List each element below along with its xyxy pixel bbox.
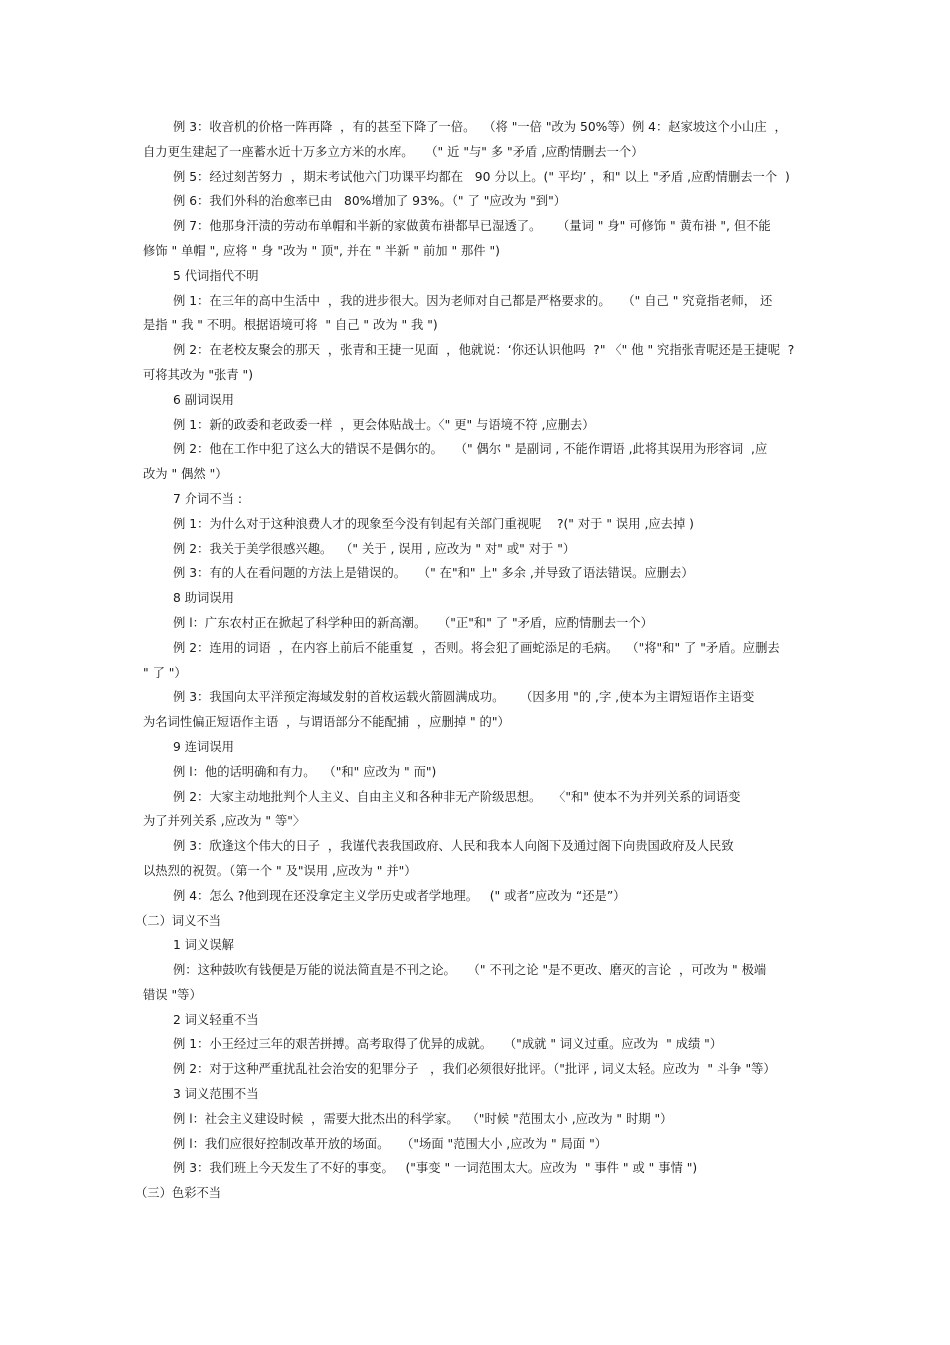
text-line: " 了 "） xyxy=(143,665,187,680)
text-line: 例 2：大家主动地批判个人主义、自由主义和各种非无产阶级思想。 〈"和" 使本不为并列关系的词语变 xyxy=(173,789,741,804)
text-line: 1 词义误解 xyxy=(173,938,234,953)
text-line: 自力更生建起了一座蓄水近十万多立方米的水库。 （" 近 "与" 多 "矛盾 ,应酌情删去一个） xyxy=(143,144,644,159)
text-line: 例 1：新的政委和老政委一样 ，更会体贴战士。〈" 更" 与语境不符 ,应删去） xyxy=(173,417,595,432)
text-line: 2 词义轻重不当 xyxy=(173,1012,259,1027)
text-line: 为了并列关系 ,应改为 " 等"〉 xyxy=(143,814,306,829)
text-line: 修饰 " 单帽 ", 应将 " 身 "改为 " 顶", 并在 " 半新 " 前加 " 那件 ") xyxy=(143,243,500,258)
text-line: 7 介词不当 : xyxy=(173,491,242,506)
text-line: 例 l：社会主义建设时候 ，需要大批杰出的科学家。 （"时候 "范围太小 ,应改为 " 时期 "） xyxy=(173,1111,673,1126)
text-line: 例 l：他的话明确和有力。 （"和" 应改为 " 而") xyxy=(173,764,437,779)
text-line: 例 2：对于这种严重扰乱社会治安的犯罪分子 ，我们必须很好批评。（"批评 , 词义太轻。应改为 " 斗争 "等） xyxy=(173,1062,776,1077)
text-line: 例 3：我国向太平洋预定海域发射的首枚运载火箭圆满成功。 （因多用 "的 ,字 ,使本为主谓短语作主语变 xyxy=(173,690,755,705)
text-line: 3 词义范围不当 xyxy=(173,1087,259,1102)
text-line: 例 1：在三年的高中生活中 ，我的进步很大。因为老师对自己都是严格要求的。 （" 自己 " 究竟指老师， 还 xyxy=(173,293,773,308)
text-line: 8 助词误用 xyxy=(173,591,234,606)
text-line: （二）词义不当 xyxy=(135,913,222,928)
text-line: 例 3：有的人在看问题的方法上是错误的。 （" 在"和" 上" 多余 ,并导致了语法错误。应删去） xyxy=(173,566,694,581)
text-line: 例 l：广东农村正在掀起了科学种田的新高潮。 （"正"和" 了 "矛盾，应酌情删去一个） xyxy=(173,615,653,630)
text-line: 例 2：连用的词语 ，在内容上前后不能重复 ，否则。将会犯了画蛇添足的毛病。 （"将"和" 了 "矛盾。应删去 xyxy=(173,640,780,655)
text-line: 例 3：欣逢这个伟大的日子 ，我谨代表我国政府、人民和我本人向阁下及通过阁下向贵国政府及人民致 xyxy=(173,839,734,854)
text-line: 例 2：他在工作中犯了这么大的错误不是偶尔的。 （" 偶尔 " 是副词 , 不能作谓语 ,此将其误用为形容词 ,应 xyxy=(173,442,768,457)
text-line: 例 6：我们外科的治愈率已由 80%增加了 93%。（" 了 "应改为 "到"） xyxy=(173,194,567,209)
text-line: 例 4：怎么 ?他到现在还没拿定主义学历史或者学地理。 (" 或者”应改为 “还是”） xyxy=(173,888,626,903)
text-line: 为名词性偏正短语作主语 ，与谓语部分不能配捕 ，应删掉 " 的"） xyxy=(143,715,510,730)
text-line: 以热烈的祝贺。（第一个 " 及"误用 ,应改为 " 并"） xyxy=(143,863,417,878)
text-line: 例 3：收音机的价格一阵再降 ，有的甚至下降了一倍。 （将 "一倍 "改为 50%等）例 4：赵家坡这个小山庄 ， xyxy=(173,120,787,134)
text-line: 6 副词误用 xyxy=(173,392,234,407)
text-line: 错误 "等） xyxy=(143,987,202,1002)
text-line: 例 2：在老校友聚会的那天 ，张青和王捷一见面 ，他就说：‘你还认识他吗 ?" 〈" 他 " 究指张青呢还是王捷呢 ? xyxy=(173,343,795,358)
text-line: 是指 " 我 " 不明。根据语境可将 " 自己 " 改为 " 我 ") xyxy=(143,318,438,333)
text-line: 可将其改为 "张青 ") xyxy=(143,367,254,382)
text-line: 例 1：为什么对于这种浪费人才的现象至今没有钊起有关部门重视呢 ?(" 对于 " 误用 ,应去掉 ) xyxy=(173,516,694,531)
text-line: 例：这种鼓吹有钱便是万能的说法简直是不刊之论。 （" 不刊之论 "是不更改、磨灭的言论 ，可改为 " 极端 xyxy=(173,963,767,978)
text-line: 例 5：经过刻苦努力 ，期末考试他六门功课平均都在 90 分以上。(" 平均’ ，和" 以上 "矛盾 ,应酌情删去一个 ) xyxy=(173,169,790,184)
text-line: 例 3：我们班上今天发生了不好的事变。 ("事变 " 一词范围太大。应改为 " 事件 " 或 " 事情 ") xyxy=(173,1161,698,1176)
text-line: 例 1：小王经过三年的艰苦拼搏。高考取得了优异的成就。 （"成就 " 词义过重。应改为 " 成绩 "） xyxy=(173,1037,723,1052)
body-text xyxy=(135,115,813,1206)
text-line: （三）色彩不当 xyxy=(135,1186,222,1201)
text-line: 例 l：我们应很好控制改革开放的场面。 （"场面 "范围大小 ,应改为 " 局面 "） xyxy=(173,1136,608,1151)
text-line: 改为 " 偶然 "） xyxy=(143,467,228,482)
text-line: 例 2：我关于美学很感兴趣。 （" 关于 , 误用 , 应改为 " 对" 或" 对于 "） xyxy=(173,541,576,556)
text-line: 5 代词指代不明 xyxy=(173,268,259,283)
text-line: 9 连词误用 xyxy=(173,739,234,754)
text-line: 例 7：他那身汗渍的劳动布单帽和半新的家做黄布褂都早已湿透了。 （量词 " 身" 可修饰 " 黄布褂 ", 但不能 xyxy=(173,219,771,234)
